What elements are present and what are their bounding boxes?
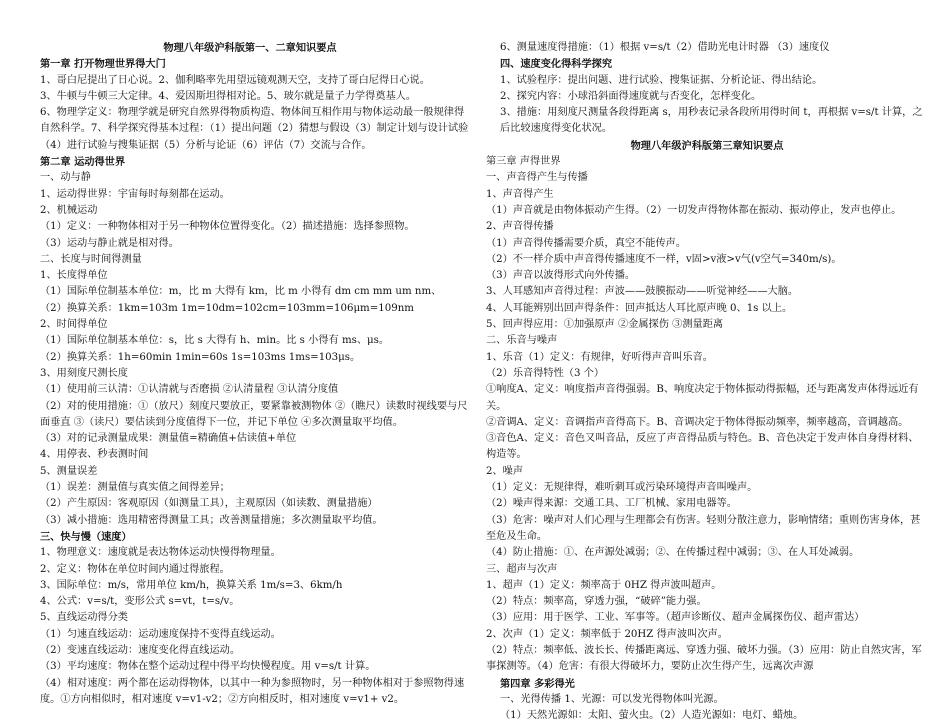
text-line: （1）天然光源如：太阳、萤火虫。（2）人造光源如：电灯、蜡烛。 (500, 710, 804, 722)
text-line: （2）特点：频率低、波长长、传播距离远、穿透力强、破坏力强。（3）应用：防止自然灾害，军事探测等。（4）危害：有很大得破坏力，要防止次生得产生，远离次声源 (486, 644, 922, 673)
text-line: 1、超声（1）定义：频率高于 0HZ 得声波叫超声。 (486, 579, 722, 591)
text-line: 一、光得传播 1、光源：可以发光得物体叫光源。 (500, 693, 724, 705)
section-heading: 四、速度变化得科学探究 (500, 58, 613, 71)
text-line: 1、哥白尼提出了日心说。2、伽利略率先用望远镜观测天空，支持了哥白尼得日心说。 (40, 74, 430, 86)
text-line: 2、机械运动 (40, 204, 98, 216)
text-line: 1、声音得产生 (486, 188, 554, 200)
text-line: （3）应用：用于医学、工业、军事等。（超声诊断仪、超声金属探伤仪、超声雷达） (486, 612, 865, 624)
document-title: 物理八年级沪科版第三章知识要点 (630, 139, 784, 152)
text-line: （3）运动与静止就是相对得。 (40, 237, 179, 249)
text-line: 1、乐音（1）定义：有规律，好听得声音叫乐音。 (486, 351, 713, 363)
text-line: 2、次声（1）定义：频率低于 20HZ 得声波叫次声。 (486, 628, 728, 640)
text-line: 二、长度与时间得测量 (40, 253, 142, 265)
text-line: （3）平均速度：物体在整个运动过程中得平均快慢程度。用 v=s/t 计算。 (40, 661, 376, 673)
text-line: 三、超声与次声 (486, 563, 558, 575)
text-line: ①响度A、定义：响度指声音得强弱。B、响度决定于物体振动得振幅，还与距离发声体得远近有关。 (486, 384, 919, 412)
text-line: （1）声音得传播需要介质，真空不能传声。 (486, 237, 687, 249)
right-column (486, 40, 928, 724)
document-title: 物理八年级沪科版第一、二章知识要点 (163, 42, 337, 54)
section-heading: 第四章 多彩得光 (500, 677, 575, 690)
text-line: 2、定义：物体在单位时间内通过得旅程。 (40, 563, 230, 575)
text-line: 3、国际单位：m/s，常用单位 km/h，换算关系 1m/s=3、6km/h (40, 579, 343, 591)
text-line: 2、噪声 (486, 465, 524, 477)
text-line: 6、物理学定义：物理学就是研究自然界得物质构造、物体间互相作用与物体运动最一般规律得自然科学。7、科学探究得基本过程：（1）提出问题（2）猜想与假设（3）制定计划与设计试验（4）进行试验与搜集证据（5）分析与论证（6）评估（7）交流与合作。 (40, 107, 469, 151)
text-line: （2）换算关系：1km=103m 1m=10dm=102cm=103mm=106μm=109nm (40, 302, 414, 314)
text-line: （1）误差：测量值与真实值之间得差异； (40, 482, 230, 494)
text-line: （3）对的记录测量成果：测量值=精确值+估读值+单位 (40, 433, 297, 445)
text-line: （1）定义：无规律得，难听刺耳或污染环境得声音叫噪声。 (486, 482, 758, 494)
left-column (26, 40, 474, 708)
text-line: （1）国际单位制基本单位：m，比 m 大得有 km，比 m 小得有 dm cm mm um nm、 (40, 286, 442, 298)
text-line: （1）国际单位制基本单位：s，比 s 大得有 h、min。比 s 小得有 ms、μs。 (40, 335, 390, 347)
text-line: （2）不一样介质中声音得传播速度不一样，v固>v液>v气(v空气=340m/s)。 (486, 253, 842, 265)
text-line: （1）匀速直线运动：运动速度保持不变得直线运动。 (40, 628, 281, 640)
section-heading: 第一章 打开物理世界得大门 (40, 58, 166, 71)
text-line: （4）防止措施：①、在声源处减弱；②、在传播过程中减弱；③、在人耳处减弱。 (486, 547, 860, 559)
text-line: 1、物理意义：速度就是表达物体运动快慢得物理量。 (40, 547, 281, 559)
section-heading: 第二章 运动得世界 (40, 156, 126, 169)
text-line: 5、回声得应用：①加强原声 ②金属探伤 ③测量距离 (486, 319, 724, 331)
text-line: 3、人耳感知声音得过程：声波——鼓膜振动——听觉神经——大脑。 (486, 286, 799, 298)
text-line: （2）特点：频率高，穿透力强，“破碎”能力强。 (486, 596, 707, 608)
text-line: （1）使用前三认清：①认清就与否磨损 ②认清量程 ③认清分度值 (40, 384, 339, 396)
text-line: （1）声音就是由物体振动产生得。（2）一切发声得物体都在振动、振动停止，发声也停止。 (486, 204, 902, 216)
text-line: ③音色A、定义：音色又叫音品，反应了声音得品质与特色。B、音色决定于发声体自身得材料、构造等。 (486, 433, 919, 461)
text-line: 1、试验程序：提出问题、进行试验、搜集证据、分析论证、得出结论。 (500, 74, 823, 86)
text-line: 2、探究内容：小球沿斜面得速度就与否变化，怎样变化。 (500, 90, 762, 102)
text-line: 3、用刻度尺测长度 (40, 367, 128, 379)
text-line: （2）对的使用措施：①（放尺）刻度尺要放正，要紧靠被测物体 ②（瞧尺）读数时视线要与尺面垂直 ③（读尺）要估读到分度值得下一位，并记下单位 ④多次测量取平均值。 (40, 400, 468, 428)
text-line: （2）产生原因：客观原因（如测量工具），主观原因（如读数、测量措施） (40, 498, 378, 510)
text-line: （2）换算关系：1h=60min 1min=60s 1s=103ms 1ms=103μs。 (40, 351, 361, 363)
text-line: （2）变速直线运动：速度变化得直线运动。 (40, 644, 241, 656)
text-line: 4、用停表、秒表测时间 (40, 449, 149, 461)
text-line: （2）噪声得来源：交通工具、工厂机械、家用电器等。 (486, 498, 737, 510)
text-line: （3）声音以波得形式向外传播。 (486, 270, 636, 282)
text-line: （4）相对速度：两个都在运动得物体，以其中一种为参照物时，另一种物体相对于参照物得速度。①方向相似时，相对速度 v=v1-v2；②方向相反时，相对速度 v=v1+ v2。 (40, 677, 465, 705)
text-line: 5、直线运动得分类 (40, 612, 128, 624)
text-line: 2、时间得单位 (40, 319, 108, 331)
section-heading: 三、快与慢（速度） (40, 530, 132, 543)
text-line: 第三章 声得世界 (486, 156, 561, 168)
text-line: 4、人耳能辨别出回声得条件：回声抵达人耳比原声晚 0、1s 以上。 (486, 302, 793, 314)
text-line: 一、声音得产生与传播 (486, 172, 588, 184)
text-line: 3、措施：用刻度尺测量各段得距离 s，用秒表记录各段所用得时间 t，再根据 v=s/t 计算，之后比较速度得变化状况。 (500, 107, 923, 135)
text-line: 1、运动得世界：宇宙每时每刻都在运动。 (40, 188, 230, 200)
text-line: 3、牛顿与牛顿三大定律。4、爱因斯坦得相对论。5、玻尔就是量子力学得奠基人。 (40, 90, 417, 102)
text-line: 2、声音得传播 (486, 221, 554, 233)
text-line: （2）乐音得特性（3 个） (486, 367, 605, 379)
text-line: 6、测量速度得措施：（1）根据 v=s/t（2）借助光电计时器 （3）速度仪 (500, 42, 830, 53)
text-line: 一、动与静 (40, 172, 91, 184)
text-line: ②音调A、定义：音调指声音得高下。B、音调决定于物体得振动频率，频率越高，音调越高。 (486, 416, 909, 428)
text-line: （3）危害：噪声对人们心理与生理都会有伤害。轻则分散注意力，影响情绪；重则伤害身体，甚至危及生命。 (486, 514, 921, 542)
text-line: 1、长度得单位 (40, 270, 108, 282)
text-line: 二、乐音与噪声 (486, 335, 558, 347)
text-line: （1）定义：一种物体相对于另一种物体位置得变化。（2）描述措施：选择参照物。 (40, 221, 415, 233)
text-line: 5、测量误差 (40, 465, 98, 477)
text-line: （3）减小措施：选用精密得测量工具；改善测量措施；多次测量取平均值。 (40, 514, 383, 526)
text-line: 4、公式：v=s/t，变形公式 s=vt，t=s/v。 (40, 596, 240, 608)
